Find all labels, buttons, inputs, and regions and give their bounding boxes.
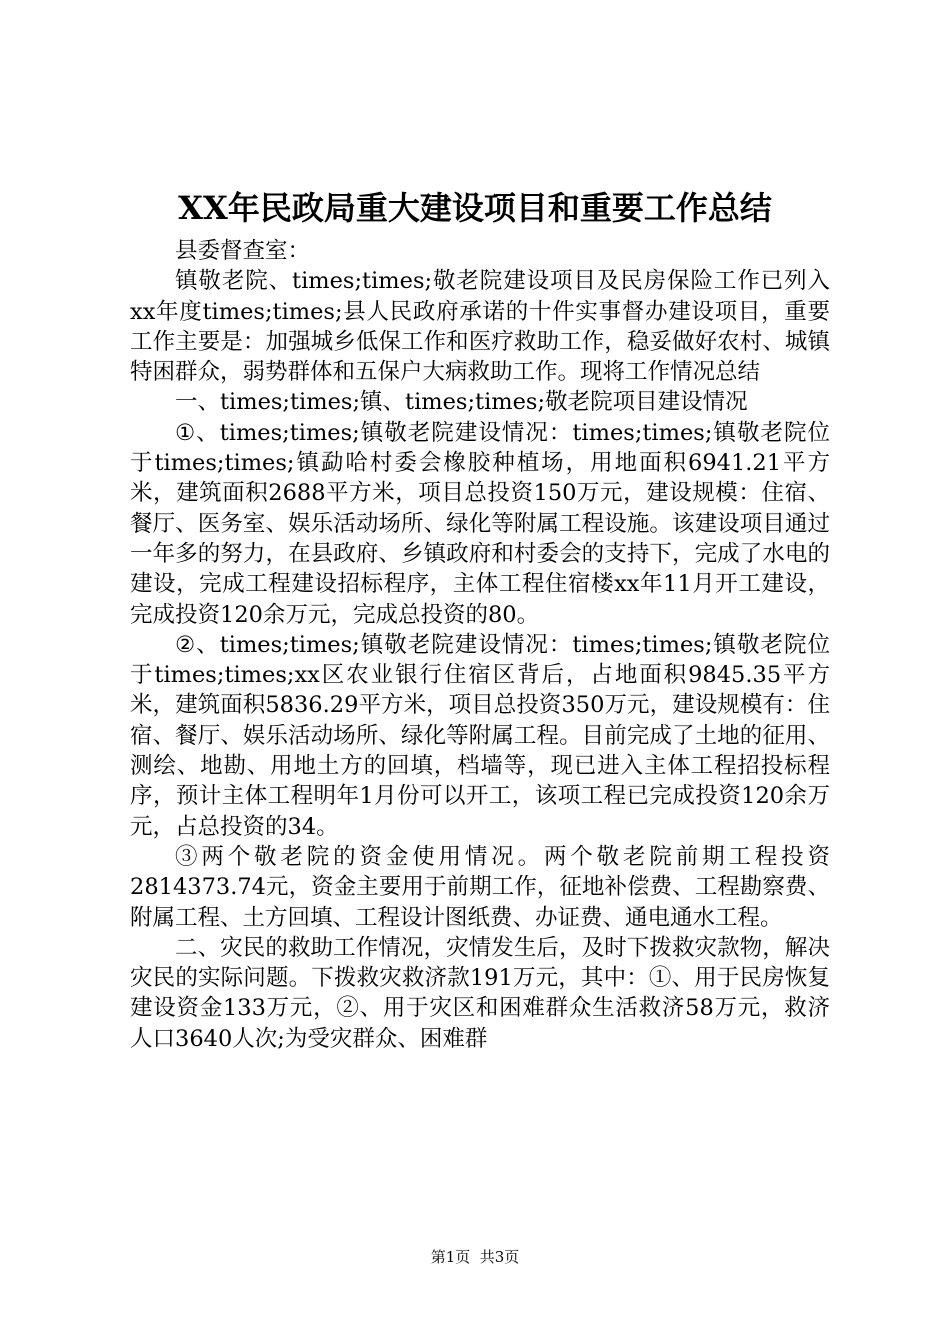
document-body [130, 236, 830, 1054]
item-two-paragraph: ②、times;times;镇敬老院建设情况：times;times;镇敬老院位于times;times;xx区农业银行住宿区背后，占地面积9845.35平方米，建筑面积5836.29平方米，项目总投资350万元，建设规模有：住宿、餐厅、娱乐活动场所、绿化等附属工程。目前完成了土地的征用、测绘、地勘、用地土方的回填，档墙等，现已进入主体工程招投标程序，预计主体工程明年1月份可以开工，该项工程已完成投资120余万元，占总投资的34。 [130, 631, 830, 840]
intro-paragraph: 镇敬老院、times;times;敬老院建设项目及民房保险工作已列入xx年度times;times;县人民政府承诺的十件实事督办建设项目，重要工作主要是：加强城乡低保工作和医疗救助工作，稳妥做好农村、城镇特困群众，弱势群体和五保户大病救助工作。现将工作情况总结 [130, 268, 830, 386]
document-title: XX年民政局重大建设项目和重要工作总结 [178, 189, 772, 227]
salutation-paragraph: 县委督查室： [175, 238, 311, 264]
section-one-heading: 一、times;times;镇、times;times;敬老院项目建设情况 [175, 389, 748, 416]
item-three-paragraph: ③两个敬老院的资金使用情况。两个敬老院前期工程投资2814373.74元，资金主要用于前期工作，征地补偿费、工程勘察费、附属工程、土方回填、工程设计图纸费、办证费、通电通水工程。 [130, 843, 830, 931]
section-two-paragraph: 二、灾民的救助工作情况，灾情发生后，及时下拨救灾款物，解决灾民的实际问题。下拨救灾救济款191万元，其中：①、用于民房恢复建设资金133万元，②、用于灾区和困难群众生活救济58万元，救济人口3640人次;为受灾群众、困难群 [130, 934, 830, 1052]
item-one-paragraph: ①、times;times;镇敬老院建设情况：times;times;镇敬老院位于times;times;镇勐哈村委会橡胶种植场，用地面积6941.21平方米，建筑面积2688平方米，项目总投资150万元，建设规模：住宿、餐厅、医务室、娱乐活动场所、绿化等附属工程设施。该建设项目通过一年多的努力，在县政府、乡镇政府和村委会的支持下，完成了水电的建设，完成工程建设招标程序，主体工程住宿楼xx年11月开工建设，完成投资120余万元，完成总投资的80。 [130, 419, 830, 628]
page-number-footer: 第1页 共3页 [430, 1248, 520, 1266]
